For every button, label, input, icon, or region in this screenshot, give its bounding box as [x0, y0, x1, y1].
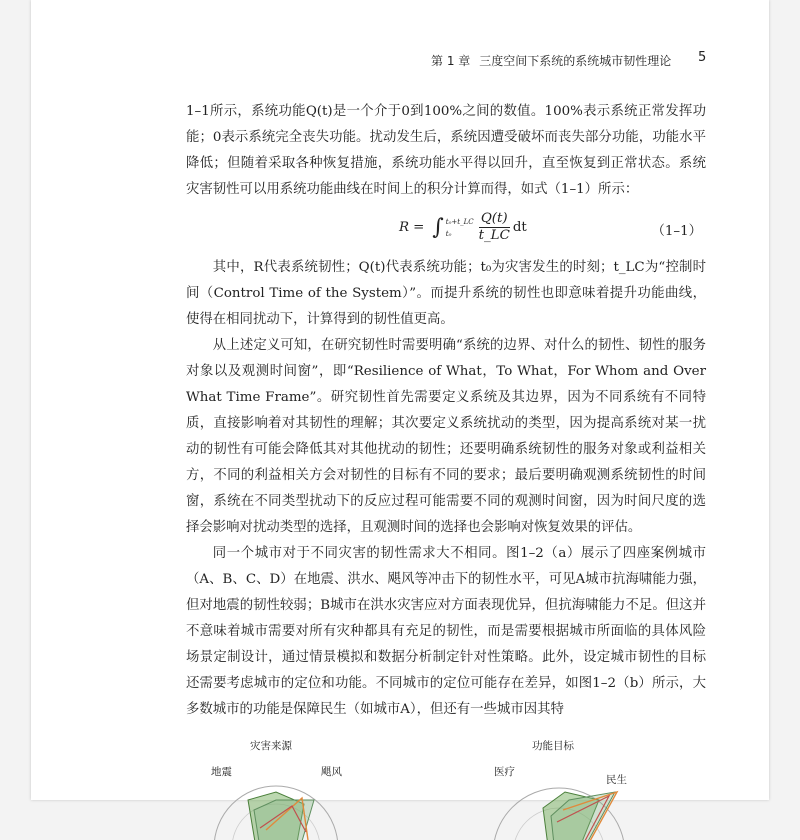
paragraph-1: 1–1所示，系统功能Q(t)是一个介于0到100%之间的数值。100%表示系统正常发挥功能；0表示系统完全丧失功能。扰动发生后，系统因遭受破坏而丧失部分功能，功能水平降低；但随着采取各种恢复措施，系统功能水平得以回升，直至恢复到正常状态。系统灾害韧性可以用系统功能曲线在时间上的积分计算而得，如式（1–1）所示： [186, 104, 706, 197]
paragraph-3: 从上述定义可知，在研究韧性时需要明确“系统的边界、对什么的韧性、韧性的服务对象以及观测时间窗”，即“Resilience of What，To What，For Whom and Over What Time Frame”。研究韧性首先需要定义系统及其边界，因为不同系统有不同特质，直接影响着对其韧性的理解；其次要定义系统扰动的类型，因为提高系统对某一扰动的韧性有可能会降低其对其他扰动的韧性；还要明确系统韧性的服务对象或利益相关方，不同的利益相关方会对韧性的目标有不同的要求；最后要明确观测系统韧性的时间窗，系统在不同类型扰动下的反应过程可能需要不同的观测时间窗，因为时间尺度的选择会影响对扰动类型的选择，且观测时间的选择也会影响对恢复效果的评估。 [186, 338, 706, 535]
running-head [431, 52, 671, 69]
page-number: 5 [698, 50, 707, 65]
differential: dt [512, 219, 527, 235]
body-text [186, 99, 706, 723]
book-page [31, 0, 769, 800]
figure-1-2 [31, 730, 769, 800]
denominator: t_LC [478, 228, 510, 243]
right-label-medical: 医疗 [494, 766, 515, 778]
integral-formula [399, 211, 527, 244]
right-radar-chart [481, 770, 641, 840]
formula-equals: = [413, 219, 425, 235]
left-radar-chart [196, 770, 356, 840]
integral-limits [446, 216, 474, 240]
chapter-title: 三度空间下系统的系统城市韧性理论 [479, 54, 672, 68]
numerator: Q(t) [480, 211, 508, 226]
equation-number: （1–1） [651, 224, 702, 239]
left-chart-title: 灾害来源 [250, 740, 292, 752]
paragraph-2: 其中，R代表系统韧性；Q(t)代表系统功能；t₀为灾害发生的时刻；t_LC为“控制时间（Control Time of the System）”。而提升系统的韧性也即意味着提升功能曲线，使得在相同扰动下，计算得到的韧性值更高。 [186, 260, 706, 327]
formula-lhs: R [399, 219, 410, 235]
right-chart-title: 功能目标 [532, 740, 574, 752]
right-label-livelihood: 民生 [606, 774, 627, 786]
integral-sign: ∫ [432, 214, 444, 240]
upper-limit: t₀+t_LC [445, 217, 474, 226]
paragraph-4: 同一个城市对于不同灾害的韧性需求大不相同。图1–2（a）展示了四座案例城市（A、B、C、D）在地震、洪水、飓风等冲击下的韧性水平，可见A城市抗海啸能力强，但对地震的韧性较弱；B城市在洪水灾害应对方面表现优异，但抗海啸能力不足。但这并不意味着城市需要对所有灾种都具有充足的韧性，而是需要根据城市所面临的具体风险场景定制设计，通过情景模拟和数据分析制定针对性策略。此外，设定城市韧性的目标还需要考虑城市的定位和功能。不同城市的定位可能存在差异，如图1–2（b）所示，大多数城市的功能是保障民生（如城市A），但还有一些城市因其特 [186, 546, 706, 717]
left-label-earthquake: 地震 [211, 766, 232, 778]
equation-1-1 [186, 205, 706, 255]
chapter-label: 第 1 章 [431, 54, 471, 68]
left-label-hurricane: 飓风 [321, 766, 342, 778]
lower-limit: t₀ [445, 229, 452, 238]
fraction [479, 211, 510, 244]
